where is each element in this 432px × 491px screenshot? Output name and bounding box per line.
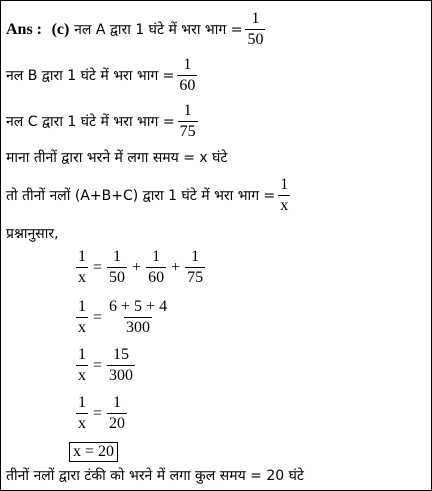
fraction-a [245,11,265,48]
line-a-text: नल A द्वारा 1 घंटे में भरा भाग = [74,21,243,38]
fraction-combined-den: x [280,197,289,214]
eq4-rhs-den: 20 [109,415,126,432]
fraction-c-den: 75 [179,123,196,140]
eq2-rhs-den: 300 [126,319,151,336]
fraction-combined [278,177,290,214]
assumption-line [6,149,228,167]
equation-1: $\frac{1}{x}$ = $\frac{1}{50}$ + $\frac{1}{60}$ + $\frac{1}{75}$ [78,248,204,286]
conclusion-line [6,467,304,485]
fraction-combined-num: 1 [280,176,289,193]
eq3-rhs [107,347,135,384]
ans-label: Ans : [6,20,43,38]
fraction-b [177,57,197,94]
eq2-rhs [107,299,169,336]
line-c-text: नल C द्वारा 1 घंटे में भरा भाग = [6,113,175,130]
according-line [6,225,59,243]
fraction-c [178,103,198,140]
eq3-lhs [76,347,88,384]
eq2-rhs-num: 6 + 5 + 4 [109,298,168,315]
eq4-rhs-num: 1 [113,394,122,411]
line-b-text: नल B द्वारा 1 घंटे में भरा भाग = [6,67,175,84]
answer-option: (c) [51,20,70,38]
eq4-rhs [107,395,127,432]
eq1-term-2 [146,249,166,286]
eq1-t3-den: 75 [187,269,204,286]
combined-text: तो तीनों नलों (A+B+C) द्वारा 1 घंटे में भरा भाग = [6,187,276,204]
eq4-lhs-den: x [78,415,86,432]
fraction-c-num: 1 [183,102,192,119]
eq2-lhs [76,299,88,336]
fraction-b-num: 1 [183,56,192,73]
combined-line [6,177,293,214]
result-box [69,442,118,462]
eq3-lhs-den: x [78,367,86,384]
equation-2: $\frac{1}{x}$ = $\frac{6 + 5 + 4}{300}$ [78,298,168,336]
eq1-t3-num: 1 [191,248,200,265]
fraction-a-den: 50 [247,31,264,48]
eq1-lhs [76,249,88,286]
according-text: प्रश्नानुसार, [6,226,59,242]
eq1-term-1 [107,249,127,286]
answer-line-a [6,11,268,48]
eq2-lhs-num: 1 [78,298,86,315]
equation-4: $\frac{1}{x}$ = $\frac{1}{20}$ [78,394,126,432]
conclusion-text: तीनों नलों द्वारा टंकी को भरने में लगा कुल समय = 20 घंटे [6,468,304,484]
eq1-term-3 [185,249,205,286]
eq3-rhs-num: 15 [113,346,130,363]
equation-3: $\frac{1}{x}$ = $\frac{15}{300}$ [78,346,134,384]
eq1-t2-den: 60 [148,269,165,286]
answer-line-b [6,57,200,94]
eq1-lhs-num: 1 [78,248,86,265]
eq1-t1-den: 50 [109,269,126,286]
eq1-lhs-den: x [78,269,86,286]
eq3-rhs-den: 300 [109,367,134,384]
eq3-lhs-num: 1 [78,346,86,363]
eq2-lhs-den: x [78,319,86,336]
fraction-a-num: 1 [251,10,260,27]
eq4-lhs [76,395,88,432]
assumption-text: माना तीनों द्वारा भरने में लगा समय = x घंटे [6,150,228,166]
eq1-t1-num: 1 [113,248,122,265]
answer-line-c [6,103,201,140]
eq4-lhs-num: 1 [78,394,86,411]
fraction-b-den: 60 [179,77,196,94]
result-value: x = 20 [69,442,118,462]
eq1-t2-num: 1 [152,248,161,265]
